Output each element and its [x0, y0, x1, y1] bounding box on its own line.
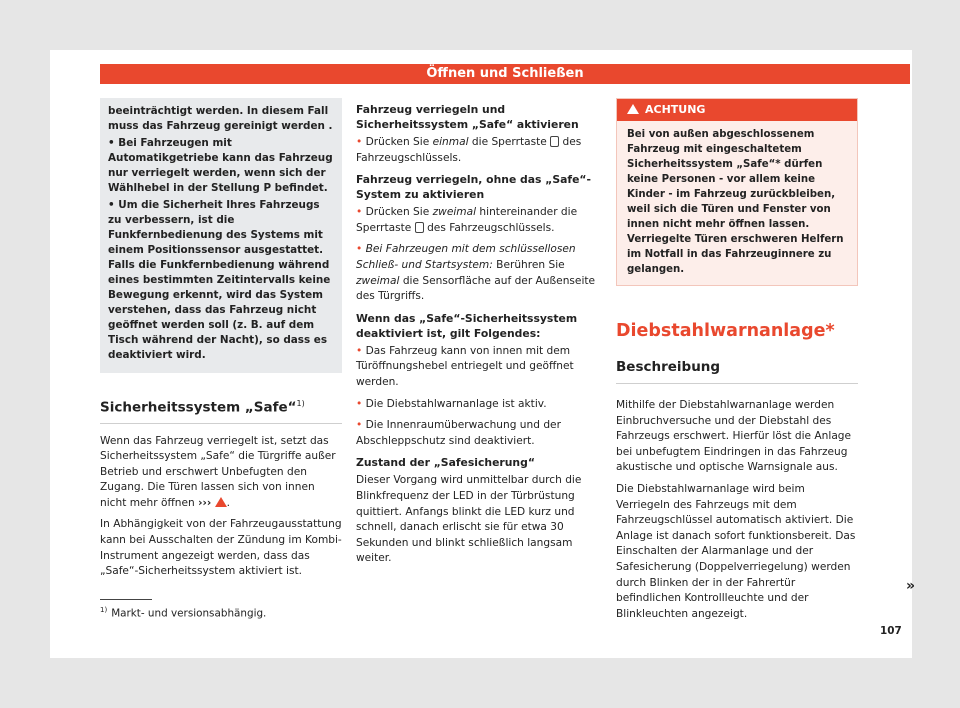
section-subtitle: Beschreibung — [616, 358, 858, 384]
column-left — [100, 98, 342, 586]
column-middle — [356, 98, 602, 573]
page-number: 107 — [880, 625, 902, 637]
note-box — [100, 98, 342, 373]
header-title: Öffnen und Schließen — [426, 66, 584, 81]
subheading: Wenn das „Safe“-Sicherheitssystem deaktiviert ist, gilt Folgendes: — [356, 311, 578, 340]
bullet-item: • Die Innenraumüberwachung und der Abschleppschutz sind deaktiviert. — [356, 419, 561, 447]
footnote-divider — [100, 599, 152, 600]
subheading: Zustand der „Safesicherung“ — [356, 456, 535, 470]
warning-box — [616, 98, 858, 286]
subheading: Fahrzeug verriegeln und Sicherheitssystem „Safe“ aktivieren — [356, 103, 579, 131]
warning-text: Bei von außen abgeschlossenem Fahrzeug mit eingeschaltetem Sicherheitssystem „Safe“* dürfen keine Personen - vor allem keine Kinder - im Fahrzeug zurückbleiben, weil sich die Türen und Fenster von innen nicht mehr öffnen lassen. Verriegelte Türen erschweren Helfern im Notfall in das Fahrzeuginnere zu gelangen. — [627, 129, 844, 275]
footnote: $^{1)}$ Markt- und versionsabhängig. — [100, 606, 267, 620]
bullet-item: • Das Fahrzeug kann von innen mit dem Türöffnungshebel entriegelt und geöffnet werden. — [356, 344, 574, 388]
bullet-item: • Drücken Sie zweimal hintereinander die Sperrtaste des Fahrzeugschlüssels. — [356, 206, 578, 234]
warning-header: ACHTUNG — [617, 99, 857, 121]
bullet-item: • Die Diebstahlwarnanlage ist aktiv. — [356, 397, 547, 410]
body-paragraph: Die Diebstahlwarnanlage wird beim Verriegeln des Fahrzeugs mit dem Fahrzeugschlüssel automatisch aktiviert. Die Anlage ist danach sofort funktionsbereit. Das Einschalten der Alarmanlage und der Safesicherung (Doppelverriegelung) werden durch Blinken der in der Fahrertür befindlichen Kontrollleuchte und der Blinkleuchten angezeigt. — [616, 482, 856, 620]
body-paragraph: In Abhängigkeit von der Fahrzeugausstattung kann bei Ausschalten der Zündung im Kombi-Instrument angezeigt werden, dass das „Safe“-Sicherheitssystem aktiviert ist. — [100, 518, 342, 578]
lock-icon — [550, 136, 559, 147]
section-title: Diebstahlwarnanlage* — [616, 321, 835, 341]
note-bullet: • Bei Fahrzeugen mit Automatikgetriebe kann das Fahrzeug nur verriegelt werden, wenn sich der Wählhebel in der Stellung P befindet. — [108, 137, 333, 194]
bullet-item: • Bei Fahrzeugen mit dem schlüssellosen Schließ- und Startsystem: Berühren Sie zweimal die Sensorfläche auf der Außenseite des Türgriffs. — [356, 243, 596, 303]
continue-chevron-icon: » — [906, 578, 916, 594]
subheading: Fahrzeug verriegeln, ohne das „Safe“-System zu aktivieren — [356, 173, 591, 202]
note-bullet: • Um die Sicherheit Ihres Fahrzeugs zu verbessern, ist die Funkfernbedienung des Systems mit einem Positionssensor ausgestattet. Falls die Funkfernbedienung während eines bestimmten Zeitintervalls keine Bewegung erkennt, wird das System verstehen, dass das Fahrzeug nicht geöffnet werden soll (z. B. auf dem Tisch während der Nacht), so dass es deaktiviert wird. — [108, 199, 331, 361]
page-header — [100, 64, 910, 84]
warning-triangle-icon — [627, 104, 639, 114]
lock-icon — [415, 222, 424, 233]
warning-triangle-icon — [215, 497, 227, 507]
column-right — [616, 98, 858, 628]
section-heading-safe: Sicherheitssystem „Safe“$^{1)}$ — [100, 395, 342, 424]
cross-ref-arrow: ››› — [198, 496, 212, 509]
body-paragraph: Mithilfe der Diebstahlwarnanlage werden Einbruchversuche und der Diebstahl des Fahrzeugs erschwert. Hierfür löst die Anlage bei unbefugtem Eindringen in das Fahrzeug akustische und optische Warnsignale aus. — [616, 399, 852, 474]
body-paragraph: Dieser Vorgang wird unmittelbar durch die Blinkfrequenz der LED in der Türbrüstung quittiert. Anfangs blinkt die LED kurz und schnell, danach erlischt sie für etwa 30 Sekunden und blinkt schließlich langsam weiter. — [356, 474, 582, 565]
bullet-item: • Drücken Sie einmal die Sperrtaste des Fahrzeugschlüssels. — [356, 136, 582, 164]
note-paragraph: beeinträchtigt werden. In diesem Fall muss das Fahrzeug gereinigt werden . — [108, 105, 333, 132]
manual-page — [50, 50, 916, 658]
body-paragraph: Wenn das Fahrzeug verriegelt ist, setzt das Sicherheitssystem „Safe“ die Türgriffe außer Betrieb und erschwert Unbefugten den Zugang. Die Türen lassen sich von innen nicht mehr öffnen ››› . — [100, 434, 336, 509]
